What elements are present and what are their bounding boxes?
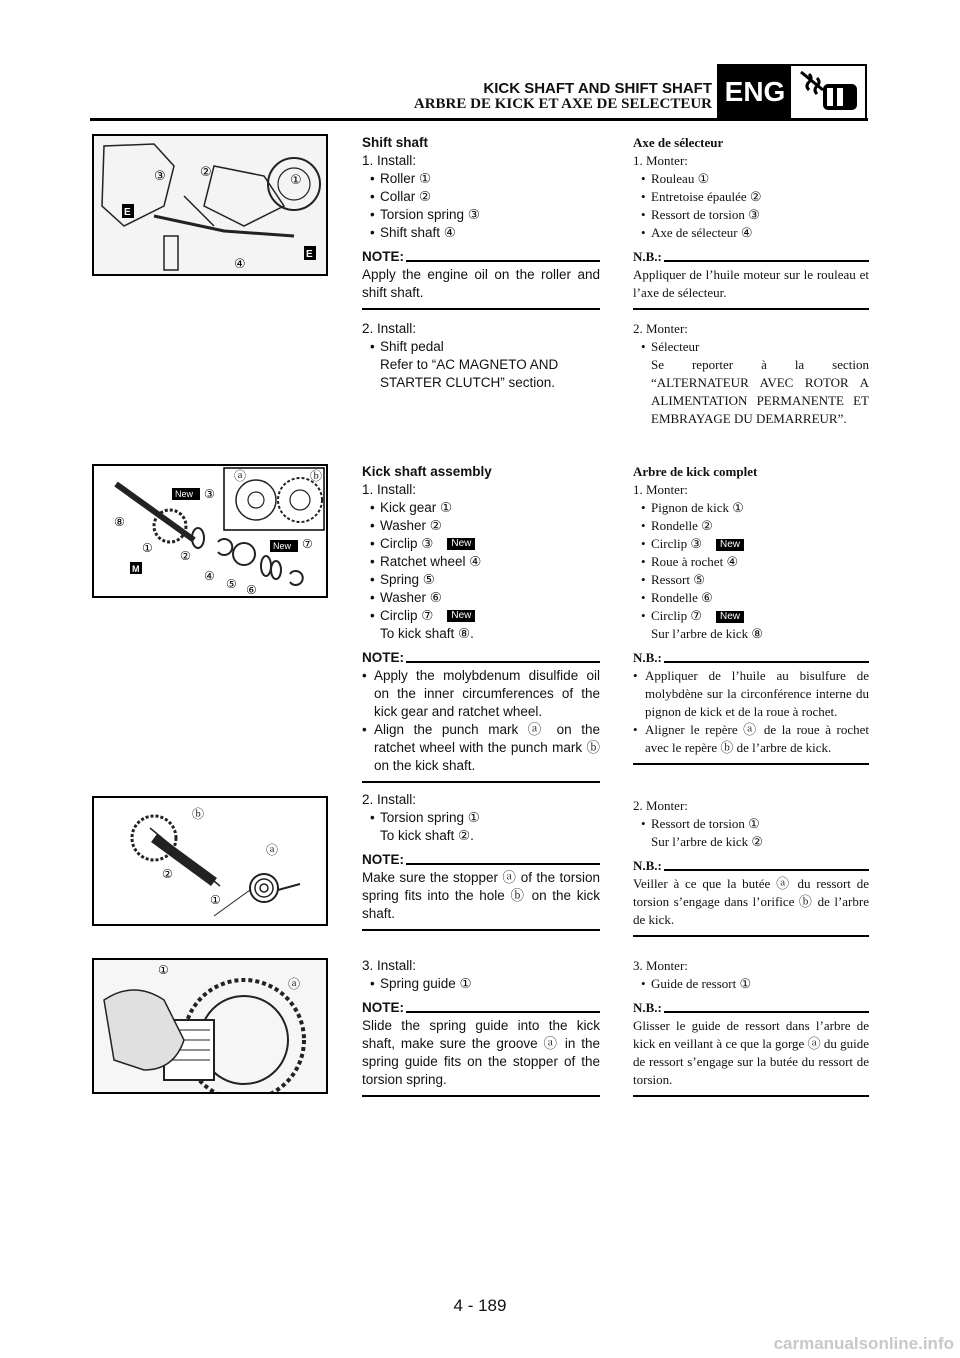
note-label: NOTE: <box>362 852 404 867</box>
shift-shaft-illustration <box>94 136 326 274</box>
section2-fr-item-3 <box>633 535 869 553</box>
nb-label: N.B.: <box>633 1000 662 1015</box>
fig1-label-4: ④ <box>234 257 246 272</box>
section1-en-step1: 1. Install: <box>362 153 417 168</box>
section1-en-note-head <box>362 248 600 266</box>
section4-fr-note-head <box>633 999 869 1017</box>
section1-fr-step1: 1. Monter: <box>633 153 688 168</box>
figure-spring-guide <box>92 958 328 1094</box>
section2-fr-item-7 <box>633 607 869 625</box>
section2-en-item-6: • Washer ⑥ <box>362 589 600 607</box>
section2-en-item-4: • Ratchet wheel ④ <box>362 553 600 571</box>
section2-en <box>362 463 600 783</box>
spring-guide-illustration <box>94 960 326 1092</box>
fig2-label-b: ⓑ <box>310 469 323 483</box>
header-title-fr: ARBRE DE KICK ET AXE DE SELECTEUR <box>413 96 712 112</box>
section1-en-item-1: • Roller ① <box>362 170 600 188</box>
nb-label: N.B.: <box>633 650 662 665</box>
section1-en-step2-ref: Refer to “AC MAGNETO AND STARTER CLUTCH” section. <box>380 357 559 390</box>
section3-fr-note: Veiller à ce que la butée ⓐ du ressort de torsion s’engage dans l’orifice ⓑ de l’arbre de kick. <box>633 876 869 927</box>
fig2-label-6: ⑥ <box>246 583 257 596</box>
header-title-en: KICK SHAFT AND SHIFT SHAFT <box>483 80 712 97</box>
section3-en-note-head <box>362 851 600 869</box>
section2-fr-target: Sur l’arbre de kick ⑧ <box>651 626 764 641</box>
item-text: Circlip ⑦ <box>651 608 703 623</box>
section1-fr-note: Appliquer de l’huile moteur sur le rouleau et l’axe de sélecteur. <box>633 267 869 300</box>
section1-en-step2: 2. Install: <box>362 321 417 336</box>
header-rule <box>90 118 868 121</box>
section4-fr-step3: 3. Monter: <box>633 958 688 973</box>
fig2-label-5: ⑤ <box>226 577 237 591</box>
new-tag: New <box>716 539 744 551</box>
section2-fr-title: Arbre de kick complet <box>633 464 758 479</box>
fig2-new-tag-2: New <box>273 541 292 551</box>
new-tag: New <box>447 610 475 622</box>
section2-en-item-3 <box>362 535 600 553</box>
fig2-label-3: ③ <box>204 487 215 501</box>
note-label: NOTE: <box>362 249 404 264</box>
section4-en-note: Slide the spring guide into the kick shaft, make sure the groove ⓐ in the spring guide fits on the stopper of the torsion spring. <box>362 1018 600 1087</box>
fig1-label-2: ② <box>200 165 212 180</box>
fig3-label-b: ⓑ <box>192 807 205 821</box>
fig4-label-a: ⓐ <box>288 977 301 991</box>
note-label: NOTE: <box>362 650 404 665</box>
section2-fr-note-1: • Appliquer de l’huile au bisulfure de molybdène sur la circonférence interne du pignon de kick et de la roue à rochet. <box>633 667 869 721</box>
section2-fr-note-head <box>633 649 869 667</box>
section1-en-item-4: • Shift shaft ④ <box>362 224 600 242</box>
fig2-label-1: ① <box>142 541 153 555</box>
item-text: Circlip ⑦ <box>380 608 434 623</box>
section1-en-title: Shift shaft <box>362 135 428 150</box>
section1-en-item-3: • Torsion spring ③ <box>362 206 600 224</box>
section2-fr <box>633 463 869 765</box>
fig2-label-4: ④ <box>204 569 215 583</box>
section4-en <box>362 957 600 1097</box>
section3-en-target: To kick shaft ②. <box>380 828 474 843</box>
section1-fr-note-head <box>633 248 869 266</box>
note-label: NOTE: <box>362 1000 404 1015</box>
section2-en-target: To kick shaft ⑧. <box>380 626 474 641</box>
section4-en-step3: 3. Install: <box>362 958 417 973</box>
section2-en-item-1: • Kick gear ① <box>362 499 600 517</box>
section1-fr-item-3: • Ressort de torsion ③ <box>633 206 869 224</box>
section1-fr-step2-item: • Sélecteur <box>633 338 869 356</box>
section3-en-item: • Torsion spring ① <box>362 809 600 827</box>
section3-fr-step2: 2. Monter: <box>633 798 688 813</box>
fig4-label-1: ① <box>158 963 169 977</box>
fig2-label-8: ⑧ <box>114 515 125 529</box>
section4-en-item: • Spring guide ① <box>362 975 600 993</box>
section2-en-item-2: • Washer ② <box>362 517 600 535</box>
section1-en-item-2: • Collar ② <box>362 188 600 206</box>
section3-fr-item: • Ressort de torsion ① <box>633 815 869 833</box>
section1-fr <box>633 134 869 428</box>
fig3-label-a: ⓐ <box>266 843 279 857</box>
e-mark-2: E <box>306 249 313 260</box>
section3-en-step2: 2. Install: <box>362 792 417 807</box>
section4-fr <box>633 957 869 1097</box>
section1-fr-step2-ref: Se reporter à la section “ALTERNATEUR AVEC ROTOR A ALIMENTATION PERMANENTE ET EMBRAYAGE DU DEMARREUR”. <box>651 357 869 426</box>
new-tag: New <box>716 611 744 623</box>
engine-piston-icon <box>795 68 863 116</box>
section3-fr <box>633 797 869 937</box>
section2-en-step1: 1. Install: <box>362 482 417 497</box>
section2-en-note-head <box>362 649 600 667</box>
section4-en-note-head <box>362 999 600 1017</box>
section2-en-note-2: • Align the punch mark ⓐ on the ratchet wheel with the punch mark ⓑ on the kick shaft. <box>362 721 600 775</box>
section3-en-note: Make sure the stopper ⓐ of the torsion spring fits into the hole ⓑ on the kick shaft. <box>362 870 600 921</box>
fig1-label-3: ③ <box>154 169 166 184</box>
section1-fr-title: Axe de sélecteur <box>633 135 724 150</box>
kick-shaft-assembly-illustration <box>94 466 326 596</box>
nb-label: N.B.: <box>633 858 662 873</box>
fig3-label-2: ② <box>162 867 173 881</box>
section3-fr-target: Sur l’arbre de kick ② <box>651 834 764 849</box>
section1-en-note: Apply the engine oil on the roller and shift shaft. <box>362 267 600 300</box>
item-text: Circlip ③ <box>651 536 703 551</box>
section2-fr-item-6: • Rondelle ⑥ <box>633 589 869 607</box>
e-mark-1: E <box>124 207 131 218</box>
section2-en-title: Kick shaft assembly <box>362 464 492 479</box>
fig2-label-a: ⓐ <box>234 469 247 483</box>
section-badge-label: ENG <box>719 66 791 118</box>
fig2-label-7: ⑦ <box>302 537 313 551</box>
section2-fr-item-2: • Rondelle ② <box>633 517 869 535</box>
figure-shift-shaft <box>92 134 328 276</box>
section1-fr-step2: 2. Monter: <box>633 321 688 336</box>
section2-en-item-5: • Spring ⑤ <box>362 571 600 589</box>
fig1-label-1: ① <box>290 173 302 188</box>
fig2-new-tag-1: New <box>175 489 194 499</box>
section3-en <box>362 791 600 931</box>
section2-fr-step1: 1. Monter: <box>633 482 688 497</box>
torsion-spring-illustration <box>94 798 326 924</box>
section3-fr-note-head <box>633 857 869 875</box>
section4-fr-note: Glisser le guide de ressort dans l’arbre de kick en veillant à ce que la gorge ⓐ du guide de ressort s’engage sur la butée du ressort de torsion. <box>633 1018 869 1087</box>
m-mark: M <box>132 564 140 574</box>
section2-en-note-1: • Apply the molybdenum disulfide oil on the inner circumferences of the kick gear and ratchet wheel. <box>362 667 600 721</box>
figure-kick-shaft-assembly <box>92 464 328 598</box>
section2-fr-item-1: • Pignon de kick ① <box>633 499 869 517</box>
page-number: 4 - 189 <box>453 1296 507 1315</box>
fig2-label-2: ② <box>180 549 191 563</box>
figure-torsion-spring <box>92 796 328 926</box>
watermark: carmanualsonline.info <box>773 1334 954 1353</box>
section2-fr-note-2: • Aligner le repère ⓐ de la roue à rochet avec le repère ⓑ de l’arbre de kick. <box>633 721 869 757</box>
section1-en-step2-item: • Shift pedal <box>362 338 600 356</box>
section4-fr-item: • Guide de ressort ① <box>633 975 869 993</box>
section-badge <box>717 64 867 120</box>
section1-en <box>362 134 600 392</box>
new-tag: New <box>447 538 475 550</box>
section1-fr-item-2: • Entretoise épaulée ② <box>633 188 869 206</box>
section1-fr-item-4: • Axe de sélecteur ④ <box>633 224 869 242</box>
item-text: Circlip ③ <box>380 536 434 551</box>
section1-fr-item-1: • Rouleau ① <box>633 170 869 188</box>
section2-en-item-7 <box>362 607 600 625</box>
fig3-label-1: ① <box>210 893 221 907</box>
section2-fr-item-5: • Ressort ⑤ <box>633 571 869 589</box>
nb-label: N.B.: <box>633 249 662 264</box>
section2-fr-item-4: • Roue à rochet ④ <box>633 553 869 571</box>
